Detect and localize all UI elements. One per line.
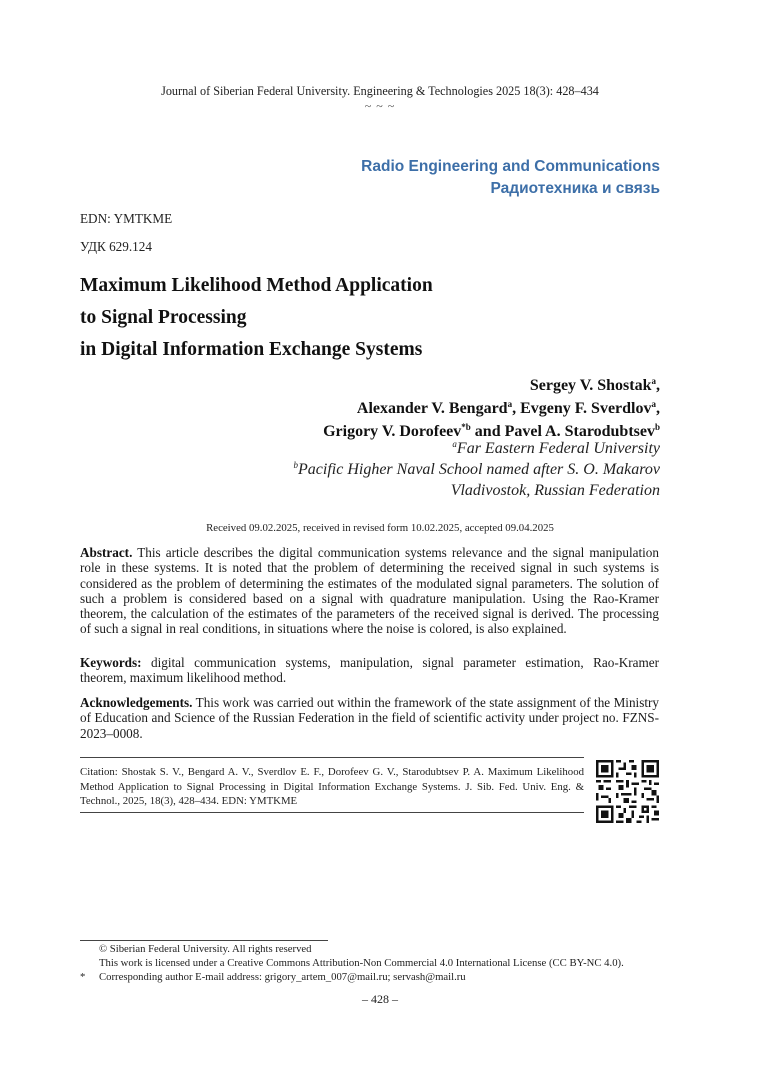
abstract-label: Abstract.	[80, 545, 133, 560]
affiliation-b	[294, 461, 661, 479]
edn-code: EDN: YMTKME	[80, 211, 173, 226]
acknowledgements-label: Acknowledgements.	[80, 695, 193, 710]
page-number: – 428 –	[362, 992, 398, 1006]
acknowledgements-text: This work was carried out within the framework of the state assignment of the Ministry of Education and Science of the Russian Federation in the field of scientific activity under project no. FZNS-2023–0008.	[80, 695, 659, 741]
footnote-rule	[80, 940, 328, 941]
author-affiliation-mark: a	[651, 399, 656, 409]
affiliation-city: Vladivostok, Russian Federation	[450, 482, 660, 499]
keywords-label: Keywords:	[80, 655, 142, 670]
received-dates: Received 09.02.2025, received in revised form 10.02.2025, accepted 09.04.2025	[206, 522, 554, 534]
author-separator: ,	[656, 400, 660, 417]
paper-title-line-3: in Digital Information Exchange Systems	[80, 339, 423, 360]
abstract	[80, 545, 659, 637]
author-name: Evgeny F. Sverdlov	[520, 400, 652, 417]
footnote-mark: *	[80, 971, 86, 983]
udk-code: УДК 629.124	[80, 239, 152, 254]
keywords-text: digital communication systems, manipulation, signal parameter estimation, Rao-Kramer theorem, maximum likelihood method.	[80, 655, 659, 686]
paper-title-line-1: Maximum Likelihood Method Application	[80, 275, 433, 296]
citation-bottom-rule	[80, 812, 584, 813]
affiliation-mark: a	[452, 439, 457, 449]
footnote-corresponding	[80, 971, 466, 983]
abstract-text: This article describes the digital communication systems relevance and the signal manipulation role in these systems. It is noted that the problem of determining the received signal in such systems is considered as the problem of determining the estimates of the modulated signal parameters. The solution of such a problem is considered based on a signal with quadrature manipulation. Using the Rao-Kramer theorem, the calculation of the estimates of the parameters of the received signal is derived. The processing of such a signal in real conditions, in situations where the noise is colored, is also explained.	[80, 545, 659, 637]
affiliation-mark: b	[293, 460, 298, 470]
affiliation-text: Far Eastern Federal University	[456, 440, 660, 457]
author-name: Alexander V. Bengard	[356, 400, 508, 417]
author-separator: and	[470, 423, 505, 440]
footnote-corresponding-text: Corresponding author E-mail address: grigory_artem_007@mail.ru; servash@mail.ru	[99, 971, 466, 983]
author-name: Sergey V. Shostak	[529, 377, 652, 394]
citation: Citation: Shostak S. V., Bengard A. V., Sverdlov E. F., Dorofeev G. V., Starodubtsev P. A. Maximum Likelihood Method Application to Signal Processing in Digital Information Exchange Systems. J. Sib. Fed. Univ. Eng. & Technol., 2025, 18(3), 428–434. EDN: YMTKME	[80, 766, 584, 807]
author-separator: ,	[512, 400, 521, 417]
author-affiliation-mark: b	[654, 422, 660, 432]
section-title-en: Radio Engineering and Communications	[361, 158, 660, 175]
author-affiliation-mark: a	[507, 399, 513, 409]
footnote-license: This work is licensed under a Creative Commons Attribution-Non Commercial 4.0 International License (CC BY-NC 4.0).	[99, 957, 624, 969]
author-line-1	[530, 377, 660, 395]
affiliation-a	[452, 440, 660, 458]
author-affiliation-mark: a	[651, 376, 656, 386]
qr-code-icon[interactable]	[596, 760, 659, 823]
separator: ~ ~ ~	[364, 99, 396, 113]
author-affiliation-mark: *b	[461, 422, 471, 432]
author-line-3	[323, 423, 660, 441]
acknowledgements	[80, 695, 659, 741]
citation-top-rule	[80, 757, 584, 758]
journal-header: Journal of Siberian Federal University. Engineering & Technologies 2025 18(3): 428–434	[161, 84, 599, 98]
author-separator: ,	[656, 377, 660, 394]
section-title-ru: Радиотехника и связь	[490, 180, 660, 197]
footnote-copyright: © Siberian Federal University. All rights reserved	[99, 943, 312, 955]
author-name: Pavel A. Starodubtsev	[504, 423, 655, 440]
paper-title-line-2: to Signal Processing	[80, 307, 247, 328]
author-name: Grigory V. Dorofeev	[323, 423, 462, 440]
affiliation-text: Pacific Higher Naval School named after S. O. Makarov	[298, 461, 660, 478]
keywords	[80, 655, 659, 686]
author-line-2	[357, 400, 660, 418]
